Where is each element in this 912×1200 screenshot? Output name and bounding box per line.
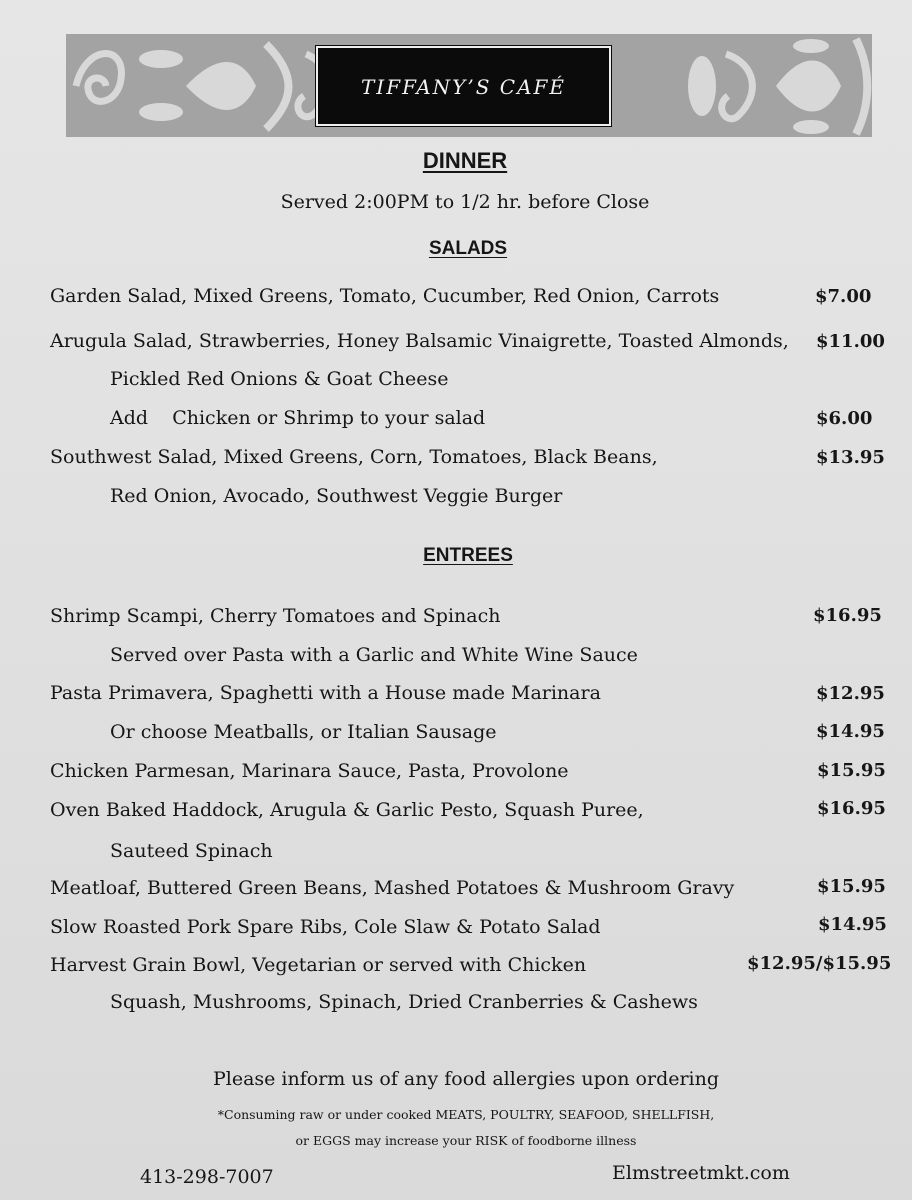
- price-arugula-salad: $11.00: [816, 331, 885, 352]
- menu-item-haddock: Oven Baked Haddock, Arugula & Garlic Pesto, Squash Puree,: [50, 799, 644, 821]
- price-shrimp-scampi: $16.95: [813, 605, 882, 626]
- allergy-notice: Please inform us of any food allergies upon ordering: [212, 1068, 720, 1090]
- price-pasta-primavera: $12.95: [816, 683, 885, 704]
- menu-item-southwest-salad: Southwest Salad, Mixed Greens, Corn, Tomatoes, Black Beans,: [50, 446, 658, 468]
- menu-item-pasta-primavera: Pasta Primavera, Spaghetti with a House made Marinara: [50, 682, 601, 704]
- menu-title: DINNER: [422, 148, 508, 173]
- menu-item-grain-bowl-detail: Squash, Mushrooms, Spinach, Dried Cranberries & Cashews: [110, 991, 698, 1013]
- menu-item-garden-salad: Garden Salad, Mixed Greens, Tomato, Cucumber, Red Onion, Carrots: [50, 285, 720, 307]
- menu-item-haddock-detail: Sauteed Spinach: [110, 840, 273, 862]
- website: Elmstreetmkt.com: [612, 1162, 790, 1184]
- phone-number: 413-298-7007: [140, 1166, 274, 1188]
- cafe-name: TIFFANY’S CAFÉ: [360, 75, 567, 99]
- price-chicken-parmesan: $15.95: [817, 760, 886, 781]
- menu-item-meatloaf: Meatloaf, Buttered Green Beans, Mashed Potatoes & Mushroom Gravy: [50, 877, 735, 899]
- consumption-warning-line1: *Consuming raw or under cooked MEATS, POULTRY, SEAFOOD, SHELLFISH,: [217, 1107, 715, 1122]
- price-grain-bowl: $12.95/$15.95: [747, 953, 892, 974]
- menu-item-shrimp-detail: Served over Pasta with a Garlic and White Wine Sauce: [110, 644, 638, 666]
- menu-item-southwest-detail: Red Onion, Avocado, Southwest Veggie Burger: [110, 485, 563, 507]
- menu-item-shrimp-scampi: Shrimp Scampi, Cherry Tomatoes and Spinach: [50, 605, 501, 627]
- price-pork-ribs: $14.95: [818, 914, 887, 935]
- salads-heading: SALADS: [428, 238, 508, 259]
- menu-item-pasta-options: Or choose Meatballs, or Italian Sausage: [110, 721, 497, 743]
- menu-item-chicken-parmesan: Chicken Parmesan, Marinara Sauce, Pasta, Provolone: [50, 760, 569, 782]
- price-haddock: $16.95: [817, 798, 886, 819]
- menu-item-pork-ribs: Slow Roasted Pork Spare Ribs, Cole Slaw & Potato Salad: [50, 916, 601, 938]
- price-southwest-salad: $13.95: [816, 447, 885, 468]
- entrees-heading: ENTREES: [423, 545, 513, 566]
- menu-item-add-protein: Add Chicken or Shrimp to your salad: [110, 407, 486, 429]
- service-hours: Served 2:00PM to 1/2 hr. before Close: [280, 191, 650, 213]
- consumption-warning-line2: or EGGS may increase your RISK of foodborne illness: [295, 1133, 637, 1148]
- cafe-logo: [316, 46, 611, 126]
- menu-item-grain-bowl: Harvest Grain Bowl, Vegetarian or served with Chicken: [50, 954, 587, 976]
- menu-item-arugula-salad: Arugula Salad, Strawberries, Honey Balsamic Vinaigrette, Toasted Almonds,: [50, 330, 789, 352]
- menu-item-arugula-detail: Pickled Red Onions & Goat Cheese: [110, 368, 449, 390]
- price-add-protein: $6.00: [816, 408, 873, 429]
- price-pasta-options: $14.95: [816, 721, 885, 742]
- price-meatloaf: $15.95: [817, 876, 886, 897]
- price-garden-salad: $7.00: [815, 286, 872, 307]
